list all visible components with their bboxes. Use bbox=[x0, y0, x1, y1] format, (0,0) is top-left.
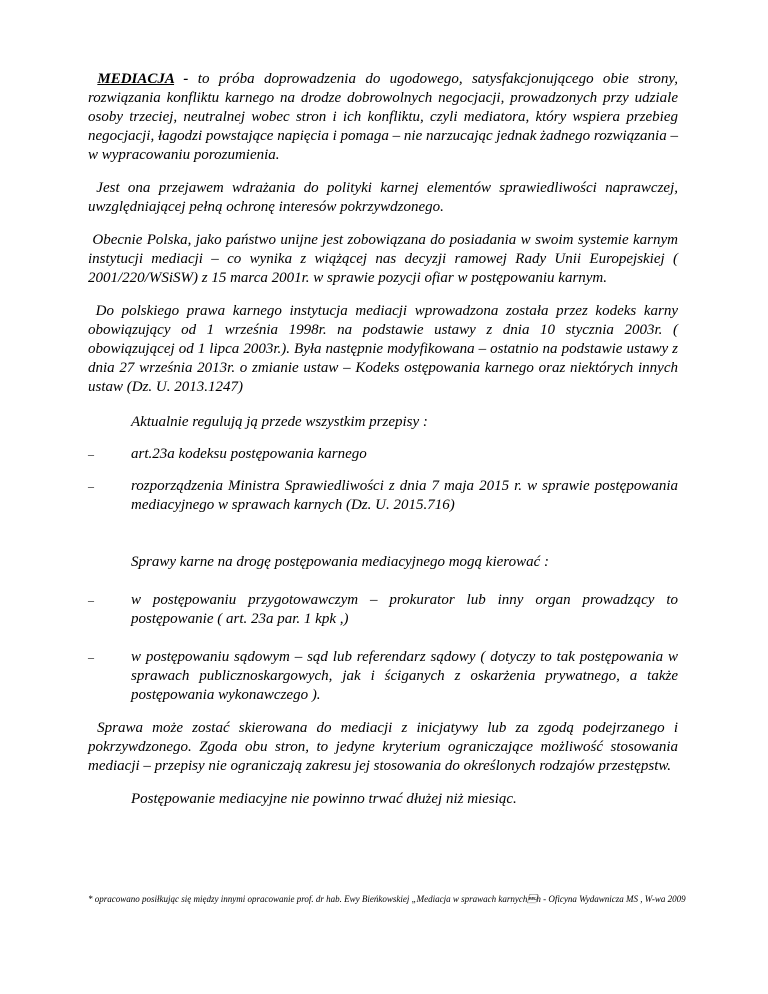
list-item-text: w postępowaniu sądowym – sąd lub referendarz sądowy ( dotyczy to tak postępowania w sprawach publicznoskargowych, jak i ściganych z oskarżenia prywatnego, a także postępowania wykonawczego ). bbox=[131, 649, 678, 703]
polish-law-paragraph bbox=[88, 302, 678, 397]
list-item-text: art.23a kodeksu postępowania karnego bbox=[131, 446, 367, 462]
footnote: * opracowano posiłkując się między innymi opracowanie prof. dr hab. Ewy Bieńkowskiej „Mediacja w sprawach karnychh - Oficyna Wydawnicza MS , W-wa 2009 bbox=[88, 894, 686, 904]
paragraph-5-text: Sprawa może zostać skierowana do mediacji z inicjatywy lub za zgodą podejrzanego i pokrzywdzonego. Zgoda obu stron, to jedyne kryterium ograniczające możliwość stosowania mediacji – przepisy nie ograniczają zakresu jej stosowania do określonych rodzajów przestępstw. bbox=[88, 720, 678, 774]
consent-paragraph bbox=[88, 719, 678, 776]
list-item bbox=[88, 648, 678, 705]
definition-text: to próba doprowadzenia do ugodowego, satysfakcjonującego obie strony, rozwiązania konfliktu karnego na drodze dobrowolnych negocjacji, prowadzonych przy udziale osoby trzeciej, neutralnej wobec stron i ich konfliktu, czyli mediatora, który wspiera przebieg negocjacji, łagodzi powstające napięcia i pomaga – nie narzucając jednak żadnego rozwiązania – w wypracowaniu porozumienia. bbox=[88, 71, 678, 163]
dash-bullet: – bbox=[88, 447, 94, 461]
list-item-text: rozporządzenia Ministra Sprawiedliwości z dnia 7 maja 2015 r. w sprawie postępowania mediacyjnego w sprawach karnych (Dz. U. 2015.716) bbox=[131, 478, 678, 513]
term-dash: - bbox=[174, 71, 198, 87]
definition-paragraph bbox=[88, 70, 678, 165]
dash-bullet: – bbox=[88, 650, 94, 664]
document-body bbox=[88, 70, 678, 809]
duration-paragraph: Postępowanie mediacyjne nie powinno trwać dłużej niż miesiąc. bbox=[131, 791, 517, 807]
paragraph-2-text: Jest ona przejawem wdrażania do polityki karnej elementów sprawiedliwości naprawczej, uwzględniającej pełną ochronę interesów pokrzywdzonego. bbox=[88, 180, 678, 215]
eu-framework-paragraph bbox=[88, 231, 678, 288]
dash-bullet: – bbox=[88, 479, 94, 493]
dash-bullet: – bbox=[88, 593, 94, 607]
paragraph-3-text: Obecnie Polska, jako państwo unijne jest zobowiązana do posiadania w swoim systemie karnym instytucji mediacji – co wynika z wiążącej nas decyzji ramowej Rady Unii Europejskiej ( 2001/220/WSiSW) z 15 marca 2001r. w sprawie pozycji ofiar w postępowaniu karnym. bbox=[88, 232, 679, 286]
term-mediacja: MEDIACJA bbox=[97, 71, 175, 87]
referral-intro: Sprawy karne na drogę postępowania mediacyjnego mogą kierować : bbox=[131, 554, 549, 570]
list-item bbox=[88, 445, 678, 464]
list-item-text: w postępowaniu przygotowawczym – prokurator lub inny organ prowadzący to postępowanie ( art. 23a par. 1 kpk ,) bbox=[131, 592, 678, 627]
list-item bbox=[88, 591, 678, 629]
list-item bbox=[88, 477, 678, 515]
regulations-intro: Aktualnie regulują ją przede wszystkim przepisy : bbox=[131, 414, 428, 430]
paragraph-4-text: Do polskiego prawa karnego instytucja mediacji wprowadzona została przez kodeks karny obowiązujący od 1 września 1998r. na podstawie ustawy z dnia 10 stycznia 2003r. ( obowiązującej od 1 lipca 2003r.). Była następnie modyfikowana – ostatnio na podstawie ustawy z dnia 27 września 2013r. o zmianie ustaw – Kodeks ostępowania karnego oraz niektórych innych ustaw (Dz. U. 2013.1247) bbox=[88, 303, 679, 395]
regulations-list bbox=[88, 445, 678, 515]
referral-list bbox=[88, 591, 678, 705]
restorative-justice-paragraph bbox=[88, 179, 678, 217]
